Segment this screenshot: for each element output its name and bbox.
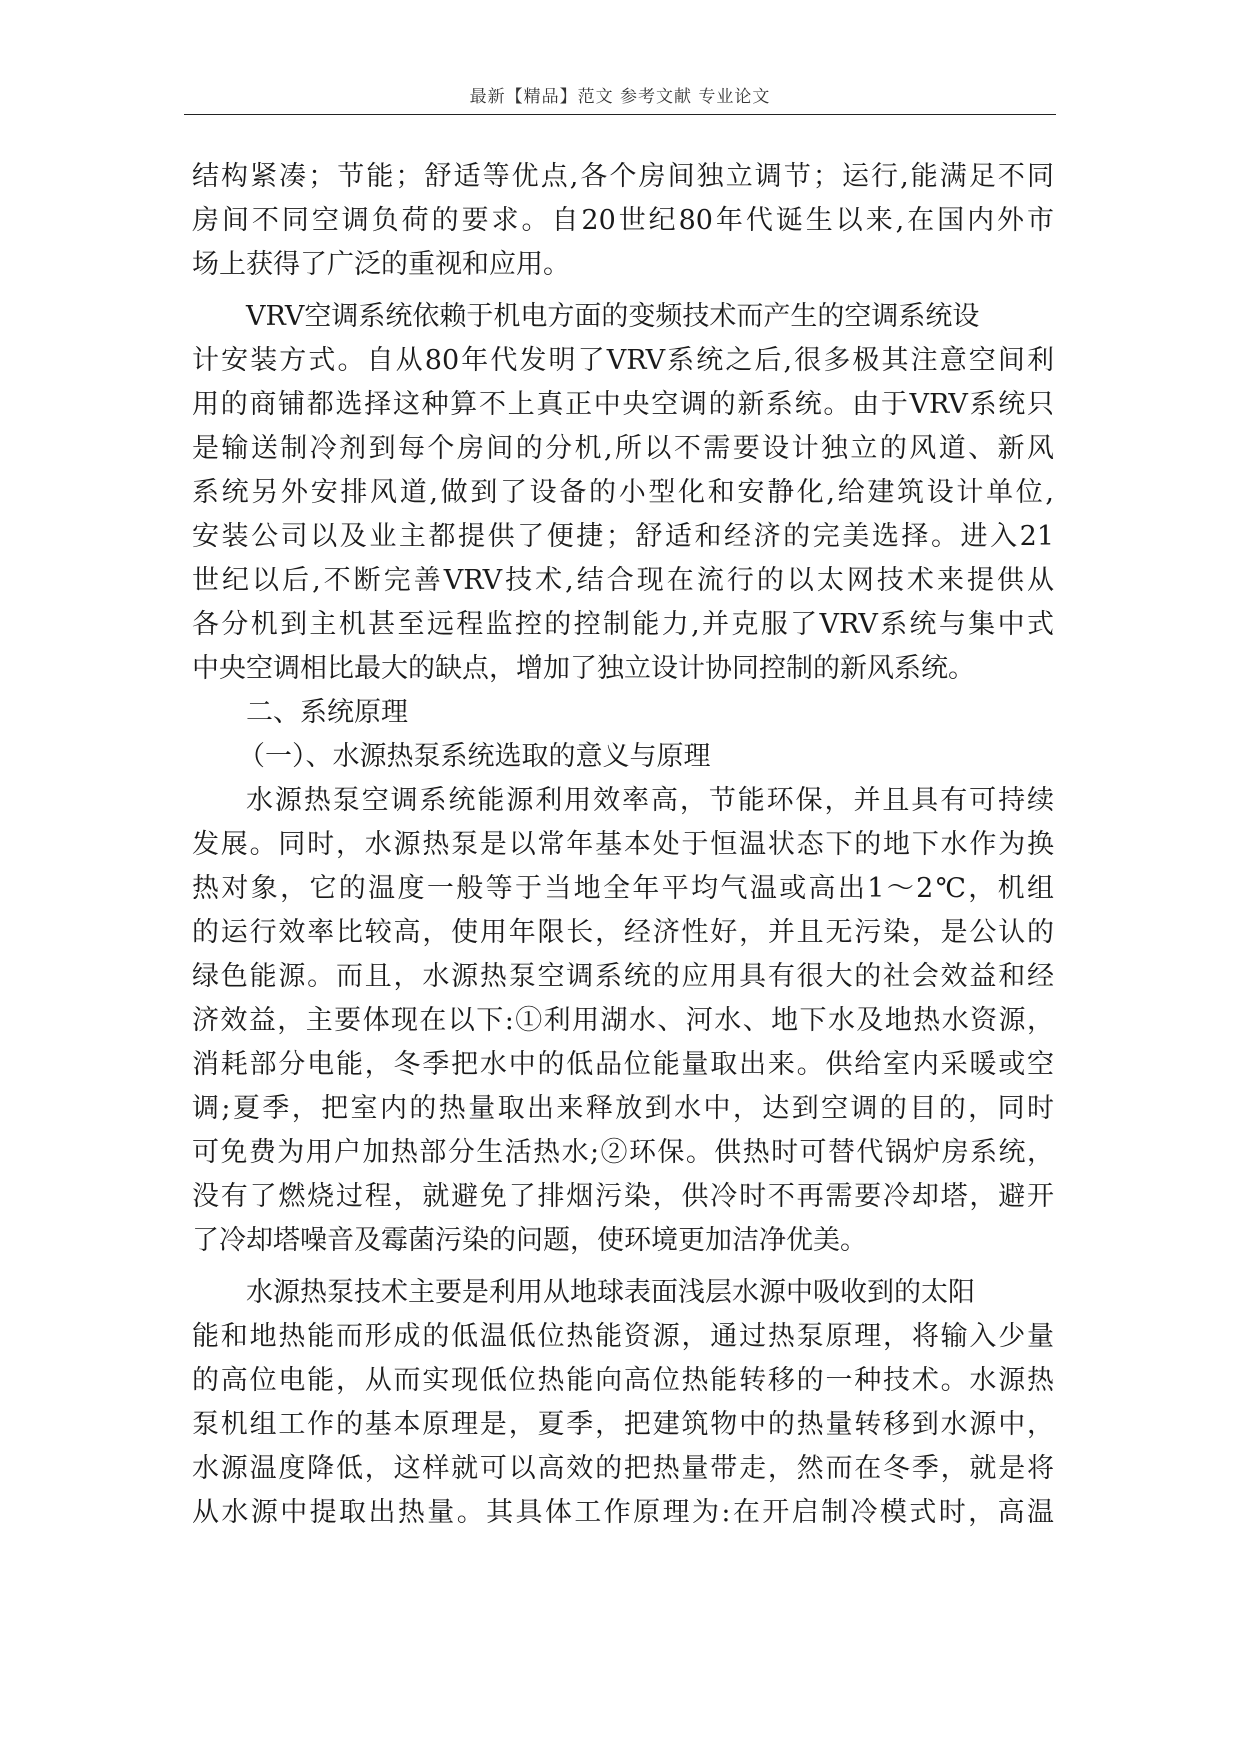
text-line: 各分机到主机甚至远程监控的控制能力,并克服了VRV系统与集中式 — [192, 609, 1054, 640]
text-line: 中央空调相比最大的缺点，增加了独立设计协同控制的新风系统。 — [192, 653, 975, 684]
page-header: 最新【精品】范文 参考文献 专业论文 — [469, 87, 771, 107]
paragraph — [192, 155, 1054, 287]
paragraph — [192, 779, 1054, 1263]
text-line: 场上获得了广泛的重视和应用。 — [192, 249, 570, 280]
heading-text: 二、系统原理 — [246, 697, 408, 728]
paragraph — [192, 295, 1054, 691]
text-line: 房间不同空调负荷的要求。自20世纪80年代诞生以来,在国内外市 — [192, 205, 1054, 236]
header-rule — [184, 114, 1056, 115]
text-line: 从水源中提取出热量。其具体工作原理为:在开启制冷模式时，高温 — [192, 1497, 1054, 1528]
text-line: 用的商铺都选择这种算不上真正中央空调的新系统。由于VRV系统只 — [192, 389, 1054, 420]
text-line: 是输送制冷剂到每个房间的分机,所以不需要设计独立的风道、新风 — [192, 433, 1054, 464]
text-line: 的运行效率比较高，使用年限长，经济性好，并且无污染，是公认的 — [192, 917, 1054, 948]
text-line: 水源温度降低，这样就可以高效的把热量带走，然而在冬季，就是将 — [192, 1453, 1054, 1484]
text-line: 热对象，它的温度一般等于当地全年平均气温或高出1～2℃，机组 — [192, 873, 1054, 904]
paragraph — [192, 1271, 1054, 1535]
text-line: 水源热泵技术主要是利用从地球表面浅层水源中吸收到的太阳 — [246, 1277, 975, 1308]
text-line: 消耗部分电能，冬季把水中的低品位能量取出来。供给室内采暖或空 — [192, 1049, 1054, 1080]
text-line: 没有了燃烧过程，就避免了排烟污染，供冷时不再需要冷却塔，避开 — [192, 1181, 1054, 1212]
text-line: 系统另外安排风道,做到了设备的小型化和安静化,给建筑设计单位, — [192, 477, 1054, 508]
subsection-heading — [192, 735, 1054, 779]
section-heading — [192, 691, 1054, 735]
text-line: 了冷却塔噪音及霉菌污染的问题，使环境更加洁净优美。 — [192, 1225, 867, 1256]
text-line: 绿色能源。而且，水源热泵空调系统的应用具有很大的社会效益和经 — [192, 961, 1054, 992]
text-line: 计安装方式。自从80年代发明了VRV系统之后,很多极其注意空间利 — [192, 345, 1054, 376]
text-line: 济效益，主要体现在以下:①利用湖水、河水、地下水及地热水资源， — [192, 1005, 1054, 1036]
text-line: VRV空调系统依赖于机电方面的变频技术而产生的空调系统设 — [246, 301, 980, 332]
text-line: 安装公司以及业主都提供了便捷；舒适和经济的完美选择。进入21 — [192, 521, 1054, 552]
text-line: 结构紧凑；节能；舒适等优点,各个房间独立调节；运行,能满足不同 — [192, 161, 1054, 192]
document-body — [192, 155, 1054, 1535]
text-line: 调;夏季，把室内的热量取出来释放到水中，达到空调的目的，同时 — [192, 1093, 1054, 1124]
text-line: 泵机组工作的基本原理是，夏季，把建筑物中的热量转移到水源中， — [192, 1409, 1054, 1440]
text-line: 可免费为用户加热部分生活热水;②环保。供热时可替代锅炉房系统， — [192, 1137, 1054, 1168]
text-line: 的高位电能，从而实现低位热能向高位热能转移的一种技术。水源热 — [192, 1365, 1054, 1396]
heading-text: （一）、水源热泵系统选取的意义与原理 — [238, 741, 711, 772]
text-line: 水源热泵空调系统能源利用效率高，节能环保，并且具有可持续 — [246, 785, 1054, 816]
text-line: 能和地热能而形成的低温低位热能资源，通过热泵原理，将输入少量 — [192, 1321, 1054, 1352]
text-line: 世纪以后,不断完善VRV技术,结合现在流行的以太网技术来提供从 — [192, 565, 1054, 596]
text-line: 发展。同时，水源热泵是以常年基本处于恒温状态下的地下水作为换 — [192, 829, 1054, 860]
